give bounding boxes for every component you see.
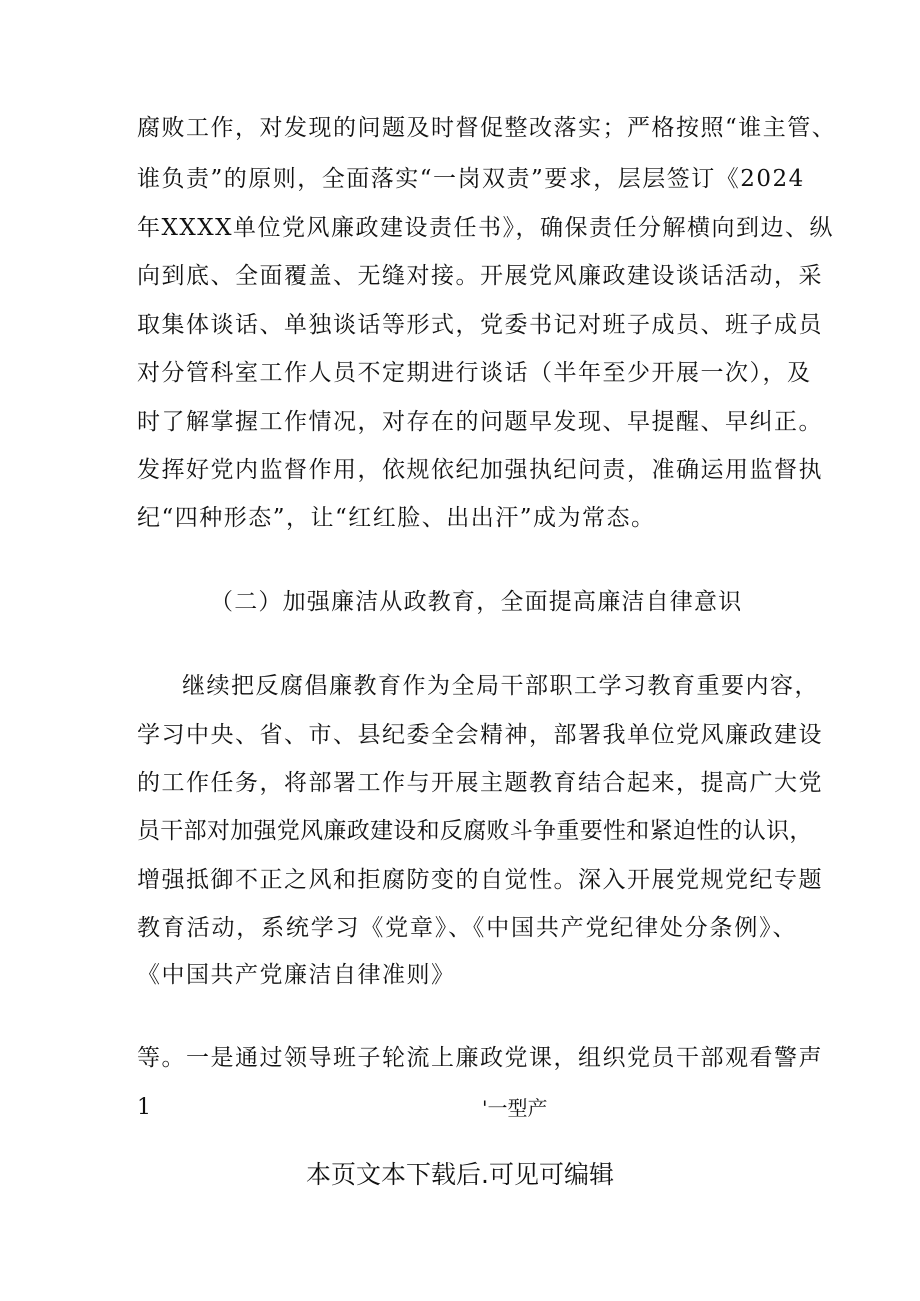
page-number: 1 [137,1095,151,1120]
footer-fragment: '一型产 [482,1096,548,1120]
text-line: 教育活动，系统学习《党章》、《中国共产党纪律处分条例》、 [137,915,797,941]
text-line: 《中国共产党廉洁自律准则》 [137,962,456,988]
paragraph-3: 等。一是通过领导班子轮流上廉政党课，组织党员干部观看警声 [137,1045,823,1071]
text-line: 时了解掌握工作情况，对存在的问题早发现、早提醒、早纠正。 [137,409,823,435]
text-line: 取集体谈话、单独谈话等形式，党委书记对班子成员、班子成员 [137,312,823,338]
text-line: 员干部对加强党风廉政建设和反腐败斗争重要性和紧迫性的认识， [137,818,813,844]
text-line: 腐败工作，对发现的问题及时督促整改落实；严格按照“谁主管、 [137,115,837,141]
text-line: 学习中央、省、市、县纪委全会精神，部署我单位党风廉政建设 [137,722,823,748]
section-heading: （二）加强廉洁从政教育，全面提高廉洁自律意识 [210,589,743,615]
text-line: 谁负责”的原则，全面落实“一岗双责”要求，层层签订《2024 [137,166,805,192]
text-line: 的工作任务，将部署工作与开展主题教育结合起来，提高广大党 [137,770,823,796]
text-line: 对分管科室工作人员不定期进行谈话（半年至少开展一次），及 [137,360,812,386]
text-line: 年XXXX单位党风廉政建设责任书》，确保责任分解横向到边、纵 [137,215,834,241]
text-line: 继续把反腐倡廉教育作为全局干部职工学习教育重要内容， [182,673,819,699]
download-notice: 本页文本下载后.可见可编辑 [306,1160,614,1189]
text-line: 纪“四种形态”，让“红红脸、出出汗”成为常态。 [137,505,656,531]
text-line: 发挥好党内监督作用，依规依纪加强执纪问责，准确运用监督执 [137,457,823,483]
text-line: 向到底、全面覆盖、无缝对接。开展党风廉政建设谈话活动，采 [137,263,823,289]
text-line: 增强抵御不正之风和拒腐防变的自觉性。深入开展党规党纪专题 [137,867,823,893]
